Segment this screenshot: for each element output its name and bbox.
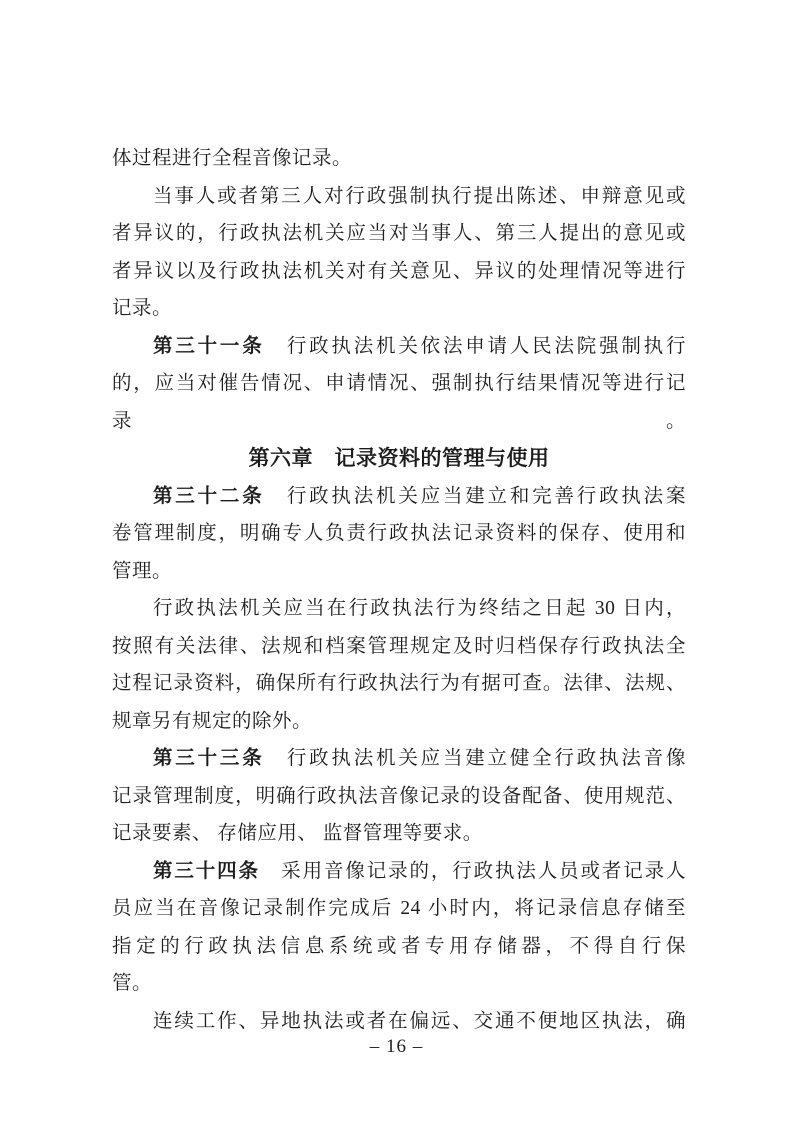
text-line: 第三十三条 行政执法机关应当建立健全行政执法音像 <box>153 748 686 769</box>
text-line: 第三十四条 采用音像记录的，行政执法人员或者记录人 <box>153 860 686 882</box>
text-line: 记录要素、 存储应用、 监督管理等要求。 <box>112 823 483 844</box>
article-number: 第三十三条 <box>153 748 287 769</box>
text-line: 者异议的，行政执法机关应当对当事人、第三人提出的意见或 <box>112 223 686 244</box>
text-line: 卷管理制度，明确专人负责行政执法记录资料的保存、使用和 <box>112 523 686 544</box>
article-number: 第三十四条 <box>153 860 282 882</box>
text-line: 行政执法机关应当在行政执法行为终结之日起 30 日内， <box>153 598 686 619</box>
text-line: 第三十二条 行政执法机关应当建立和完善行政执法案 <box>153 485 686 507</box>
text-line: 过程记录资料，确保所有行政执法行为有据可查。法律、法规、 <box>112 673 686 694</box>
document-body <box>112 140 686 1040</box>
text-line: 连续工作、异地执法或者在偏远、交通不便地区执法，确 <box>153 1010 686 1032</box>
text-line: 管。 <box>112 973 153 994</box>
text-line: 管理。 <box>112 560 173 582</box>
text-line: 记录。 <box>112 298 173 319</box>
text-line: 体过程进行全程音像记录。 <box>112 148 353 169</box>
text-line: 当事人或者第三人对行政强制执行提出陈述、申辩意见或 <box>153 185 686 207</box>
text-line: 规章另有规定的除外。 <box>112 710 313 732</box>
text-line: 指定的行政执法信息系统或者专用存储器，不得自行保 <box>112 935 686 957</box>
text-line: 员应当在音像记录制作完成后 24 小时内，将记录信息存储至 <box>112 898 686 919</box>
text-line: 者异议以及行政执法机关对有关意见、异议的处理情况等进行 <box>112 260 686 282</box>
text-line: 第三十一条 行政执法机关依法申请人民法院强制执行 <box>153 335 686 357</box>
text-line: 按照有关法律、法规和档案管理规定及时归档保存行政执法全 <box>112 635 686 657</box>
page-number: – 16 – <box>369 1036 424 1057</box>
chapter-heading: 第六章 记录资料的管理与使用 <box>248 447 550 470</box>
article-number: 第三十二条 <box>153 485 287 507</box>
text-line: 的，应当对催告情况、申请情况、强制执行结果情况等进行记录。 <box>112 373 686 432</box>
text-line: 记录管理制度，明确行政执法音像记录的设备配备、使用规范、 <box>112 785 686 807</box>
article-number: 第三十一条 <box>153 335 287 357</box>
